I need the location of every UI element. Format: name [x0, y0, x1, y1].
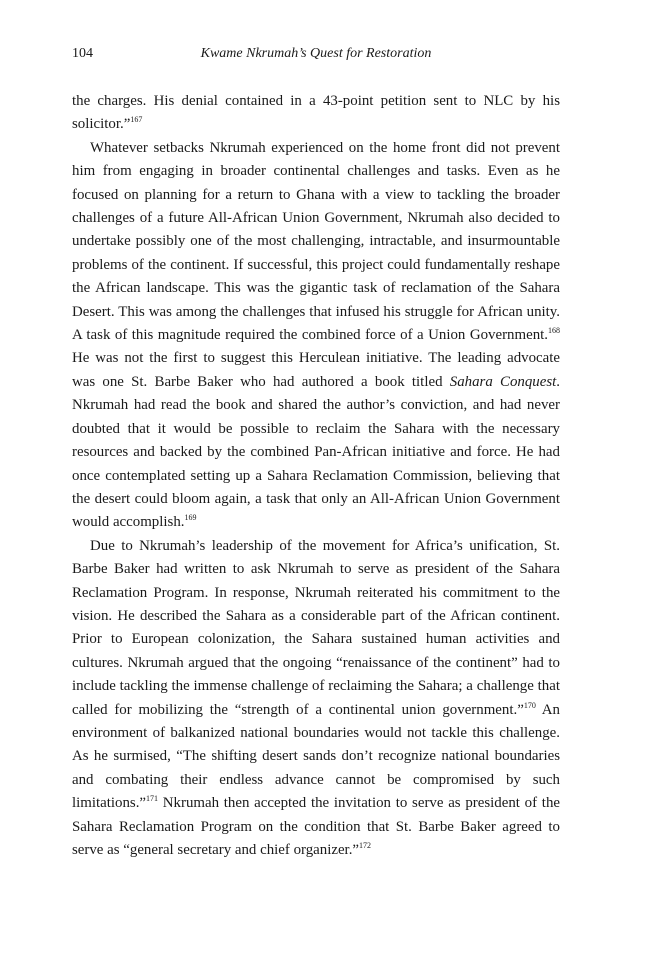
text-run: Whatever setbacks Nkrumah experienced on the home front did not prevent him from engaging in broader continental challenges and tasks. Even as he focused on planning for a return to Ghana with a view to tackling the broader challenges of a future All-African Union Government, Nkrumah also decided to undertake possibly one of the most challenging, intractable, and insurmountable problems of the continent. If successful, this project could fundamentally reshape the African landscape. This was the gigantic task of reclamation of the Sahara Desert. This was among the challenges that infused his struggle for African unity. A task of this magnitude required the combined force of a Union Government. — [72, 139, 560, 344]
footnote-ref: 168 — [548, 326, 560, 336]
footnote-ref: 167 — [130, 115, 143, 125]
paragraph — [72, 535, 560, 863]
running-title: Kwame Nkrumah’s Quest for Restoration — [200, 46, 432, 61]
footnote-ref: 172 — [359, 841, 372, 850]
text-run: He was not the first to suggest this Herculean initiative. The leading advocate was one St. Barbe Baker who had authored a book titled — [72, 350, 560, 390]
paragraph — [72, 90, 560, 137]
footnote-ref: 169 — [184, 513, 197, 523]
text-run: Nkrumah then accepted the invitation to serve as president of the Sahara Reclamation Program on the condition that St. Barbe Baker agreed to serve as “general secretary and chief organizer.” — [72, 795, 560, 858]
text-run: . Nkrumah had read the book and shared the author’s conviction, and had never doubted that it would be possible to reclaim the Sahara with the necessary resources and backed by the combined Pan-African initiative and force. He had once contemplated setting up a Sahara Reclamation Commission, believing that the desert could bloom again, a task that only an All-African Union Government would accomplish. — [72, 373, 560, 531]
italic-title: Sahara Conquest — [449, 373, 557, 390]
footnote-ref: 170 — [523, 700, 536, 710]
page-header — [72, 46, 560, 66]
paragraph — [72, 137, 560, 535]
page-number: 104 — [72, 46, 93, 61]
text-run: An environment of balkanized national boundaries would not tackle this challenge. As he surmised, “The shifting desert sands don’t recognize national boundaries and combating their endless advance cannot be compromised by such limitations.” — [72, 701, 560, 812]
text-run: Due to Nkrumah’s leadership of the movement for Africa’s unification, St. Barbe Baker had written to ask Nkrumah to serve as president of the Sahara Reclamation Program. In response, Nkrumah reiterated his commitment to the vision. He described the Sahara as a considerable part of the African continent. Prior to European colonization, the Sahara sustained human activities and cultures. Nkrumah argued that the ongoing “renaissance of the continent” had to include tackling the immense challenge of reclaiming the Sahara; a challenge that called for mobilizing the “strength of a continental union government.” — [72, 537, 560, 718]
footnote-ref: 171 — [146, 794, 159, 804]
text-run: the charges. His denial contained in a 43-point petition sent to NLC by his solicitor.” — [72, 93, 560, 133]
body-text — [72, 90, 560, 862]
